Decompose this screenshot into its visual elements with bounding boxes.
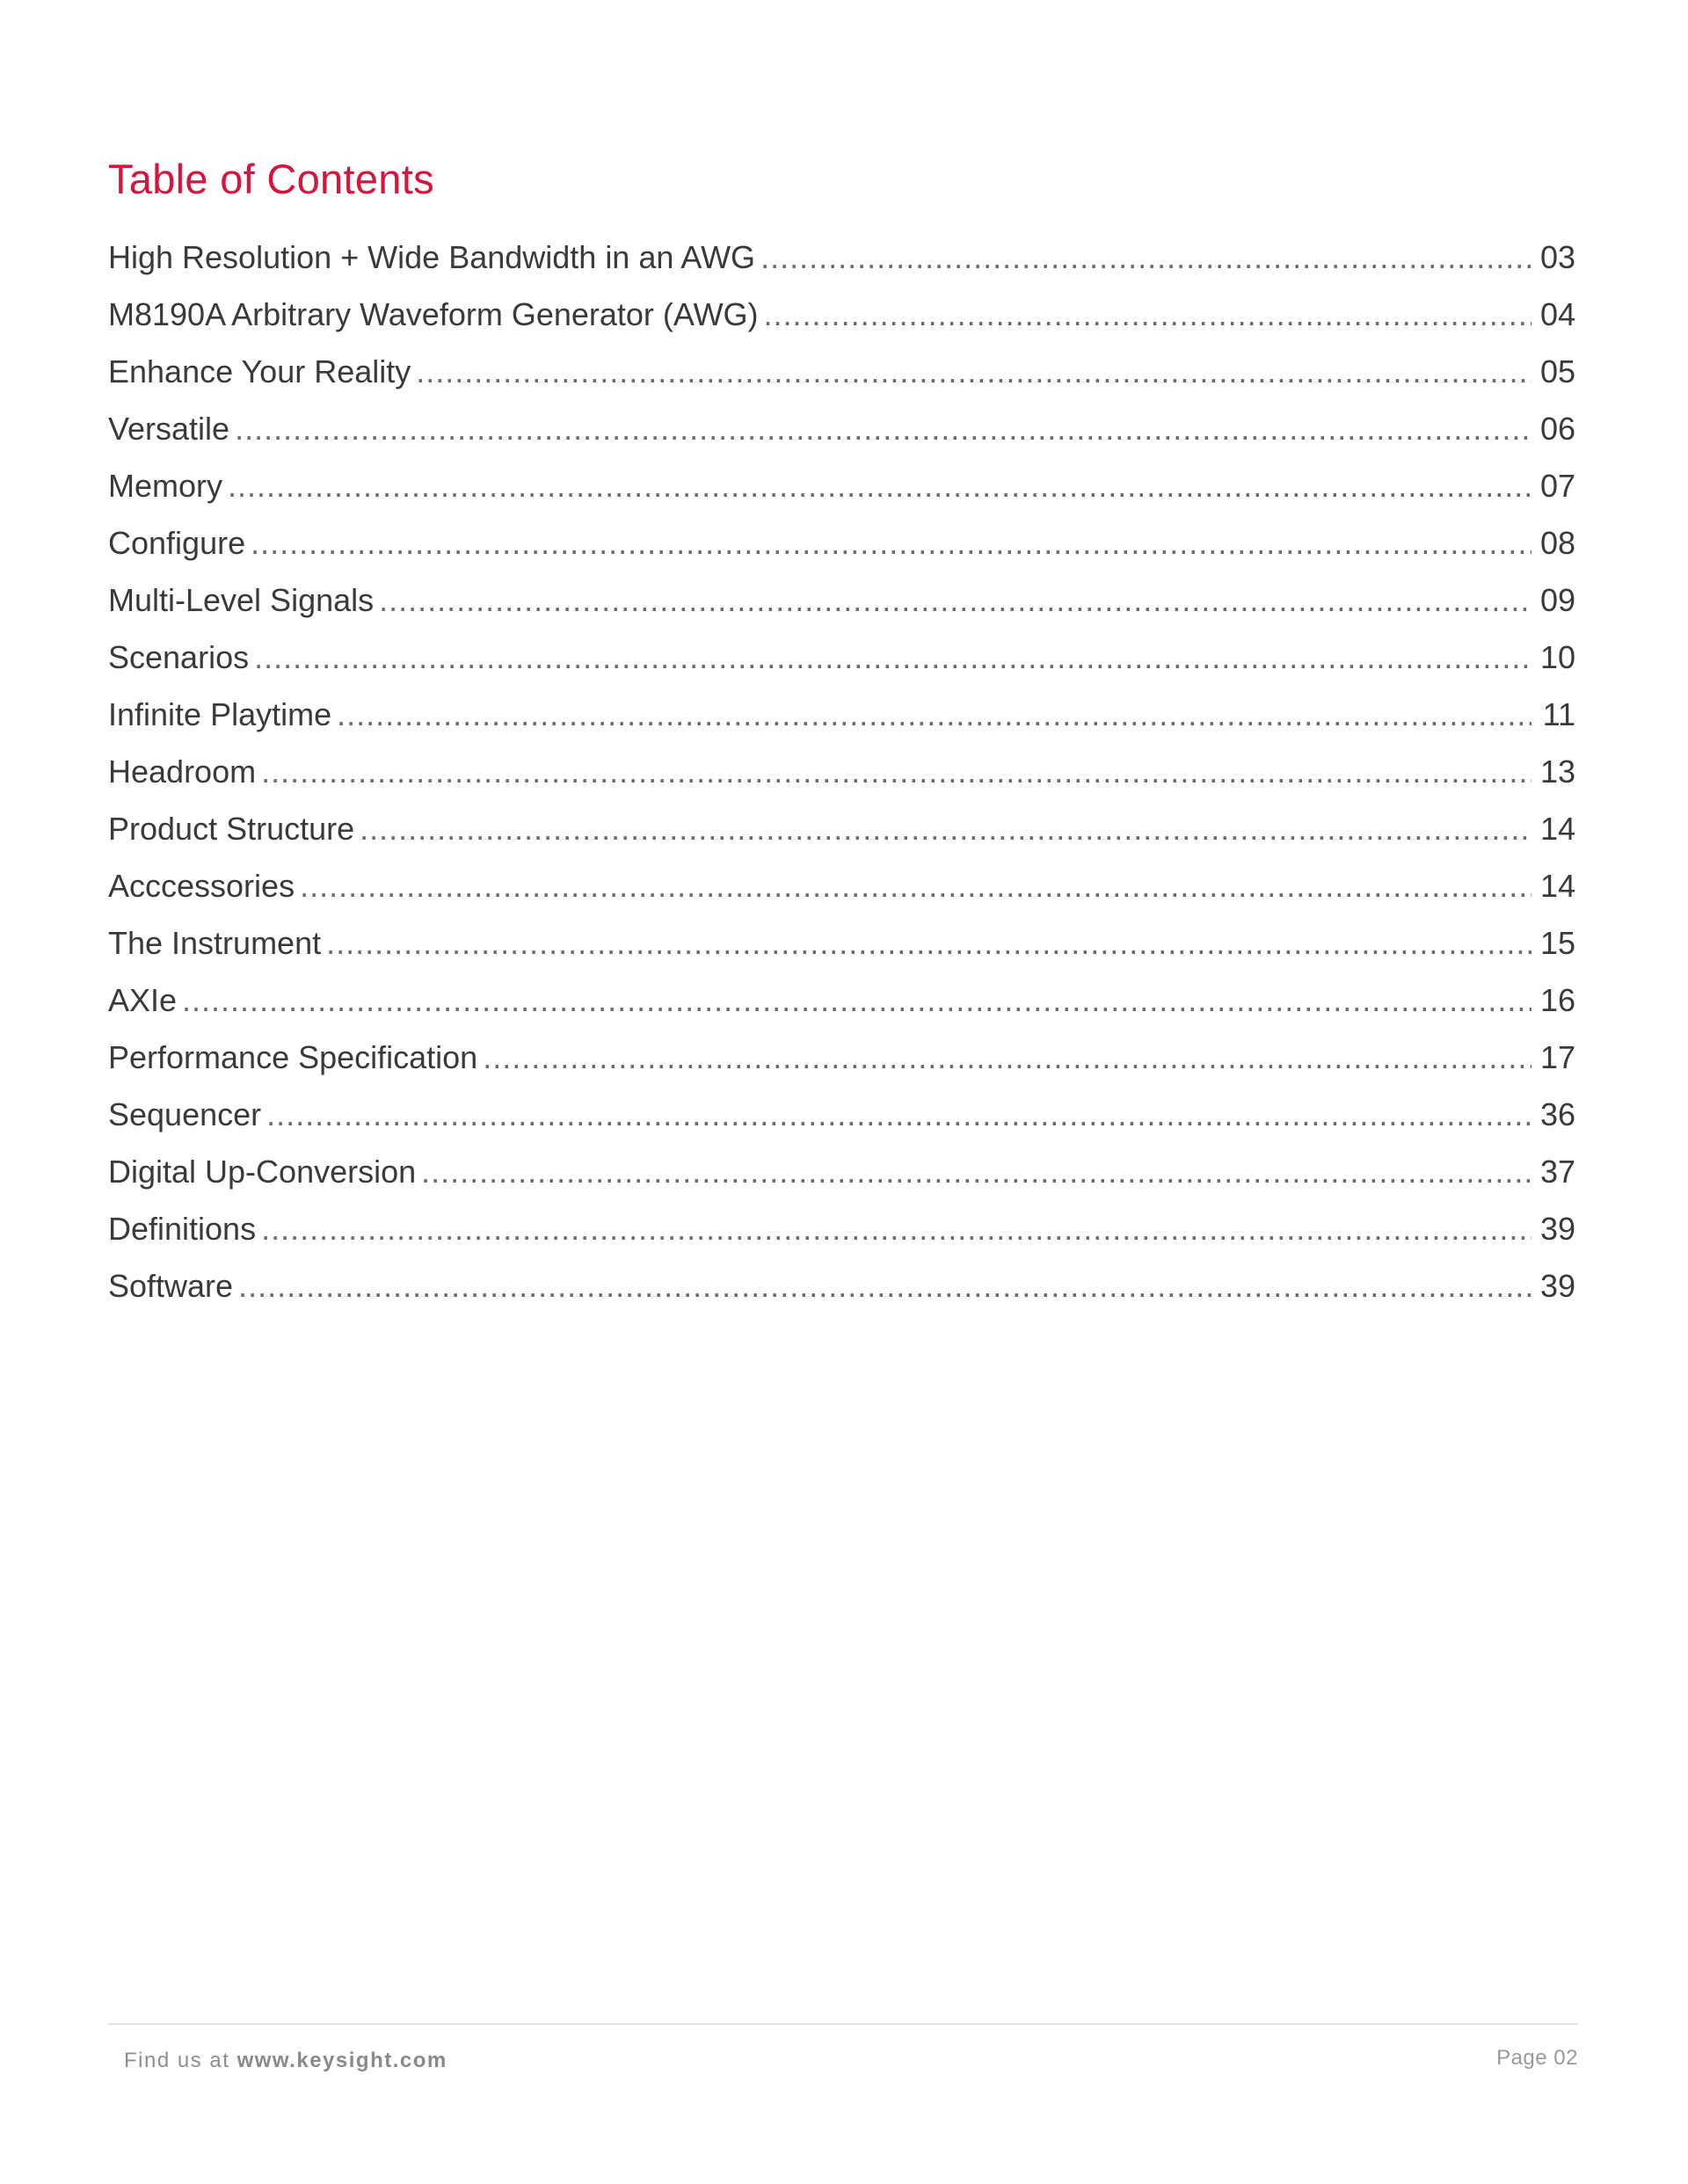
toc-dot-leader bbox=[228, 468, 1532, 505]
toc-entry-label: Headroom bbox=[108, 753, 257, 790]
toc-entry-label: Versatile bbox=[108, 411, 230, 447]
toc-entry[interactable] bbox=[108, 696, 1575, 753]
toc-entry-label: Sequencer bbox=[108, 1096, 262, 1132]
toc-dot-leader bbox=[235, 411, 1532, 448]
toc-entry[interactable] bbox=[108, 982, 1575, 1039]
toc-entry-page: 06 bbox=[1539, 411, 1575, 447]
toc-entry-page: 15 bbox=[1539, 925, 1575, 961]
toc-entry[interactable] bbox=[108, 411, 1575, 468]
toc-dot-leader bbox=[416, 353, 1532, 390]
toc-entry[interactable] bbox=[108, 296, 1575, 353]
toc-entry-label: Performance Specification bbox=[108, 1039, 478, 1075]
footer-divider bbox=[108, 2023, 1578, 2025]
toc-dot-leader bbox=[326, 925, 1532, 962]
toc-entry-page: 05 bbox=[1539, 353, 1575, 389]
toc-dot-leader bbox=[254, 639, 1532, 676]
toc-entry-label: Acccessories bbox=[108, 868, 295, 904]
toc-entry-label: Enhance Your Reality bbox=[108, 353, 411, 389]
page-number: Page 02 bbox=[1496, 2046, 1578, 2070]
toc-dot-leader bbox=[360, 811, 1532, 848]
toc-entry-page: 17 bbox=[1539, 1039, 1575, 1075]
toc-dot-leader bbox=[379, 582, 1532, 619]
toc-entry[interactable] bbox=[108, 239, 1575, 296]
toc-entry[interactable] bbox=[108, 525, 1575, 582]
toc-entry[interactable] bbox=[108, 1154, 1575, 1211]
toc-entry-label: High Resolution + Wide Bandwidth in an AWG bbox=[108, 239, 756, 275]
toc-entry-page: 10 bbox=[1539, 639, 1575, 675]
toc-dot-leader bbox=[760, 239, 1532, 276]
toc-entry-label: Scenarios bbox=[108, 639, 250, 675]
toc-entry-page: 16 bbox=[1539, 982, 1575, 1018]
toc-entry-page: 36 bbox=[1539, 1096, 1575, 1132]
toc-entry-label: M8190A Arbitrary Waveform Generator (AWG) bbox=[108, 296, 759, 332]
toc-entry[interactable] bbox=[108, 1268, 1575, 1325]
toc-entry-page: 13 bbox=[1539, 753, 1575, 790]
toc-entry[interactable] bbox=[108, 868, 1575, 925]
toc-entry[interactable] bbox=[108, 639, 1575, 696]
toc-entry-label: Multi-Level Signals bbox=[108, 582, 375, 618]
toc-entry[interactable] bbox=[108, 1039, 1575, 1096]
toc-entry-page: 14 bbox=[1539, 868, 1575, 904]
toc-entry-page: 07 bbox=[1539, 468, 1575, 504]
toc-entry[interactable] bbox=[108, 468, 1575, 525]
toc-entry-page: 39 bbox=[1539, 1211, 1575, 1247]
toc-entry[interactable] bbox=[108, 925, 1575, 982]
toc-entry[interactable] bbox=[108, 753, 1575, 811]
toc-dot-leader bbox=[261, 1211, 1532, 1248]
toc-dot-leader bbox=[251, 525, 1532, 562]
toc-entry-label: Memory bbox=[108, 468, 223, 504]
toc-entry[interactable] bbox=[108, 1211, 1575, 1268]
toc-entry[interactable] bbox=[108, 582, 1575, 639]
toc-dot-leader bbox=[483, 1039, 1532, 1076]
toc-entry-page: 03 bbox=[1539, 239, 1575, 275]
toc-entry-label: Digital Up-Conversion bbox=[108, 1154, 417, 1190]
toc-entry-page: 09 bbox=[1539, 582, 1575, 618]
toc-entry-page: 04 bbox=[1539, 296, 1575, 332]
toc-title: Table of Contents bbox=[108, 156, 434, 202]
footer-website-link[interactable]: www.keysight.com bbox=[236, 2049, 447, 2072]
toc-entry-page: 37 bbox=[1539, 1154, 1575, 1190]
toc-entry-label: AXIe bbox=[108, 982, 178, 1018]
toc-entry[interactable] bbox=[108, 353, 1575, 411]
toc-entry-label: Software bbox=[108, 1268, 234, 1304]
toc-dot-leader bbox=[764, 296, 1532, 333]
toc-entry-page: 11 bbox=[1542, 696, 1575, 732]
toc-dot-leader bbox=[261, 753, 1532, 790]
toc-dot-leader bbox=[337, 696, 1532, 733]
toc-dot-leader bbox=[300, 868, 1532, 905]
toc-entry[interactable] bbox=[108, 811, 1575, 868]
toc-entry-label: The Instrument bbox=[108, 925, 322, 961]
toc-dot-leader bbox=[266, 1096, 1532, 1133]
toc-entry-page: 08 bbox=[1539, 525, 1575, 561]
footer-find-us bbox=[124, 2049, 447, 2073]
toc-list bbox=[108, 239, 1575, 1325]
toc-entry-label: Definitions bbox=[108, 1211, 257, 1247]
footer-find-text: Find us at bbox=[124, 2049, 237, 2072]
toc-entry-label: Configure bbox=[108, 525, 246, 561]
toc-entry-page: 39 bbox=[1539, 1268, 1575, 1304]
toc-dot-leader bbox=[182, 982, 1532, 1019]
toc-entry-label: Infinite Playtime bbox=[108, 696, 332, 732]
toc-dot-leader bbox=[421, 1154, 1532, 1190]
toc-dot-leader bbox=[238, 1268, 1532, 1305]
toc-entry-label: Product Structure bbox=[108, 811, 355, 847]
toc-entry-page: 14 bbox=[1539, 811, 1575, 847]
toc-entry[interactable] bbox=[108, 1096, 1575, 1154]
